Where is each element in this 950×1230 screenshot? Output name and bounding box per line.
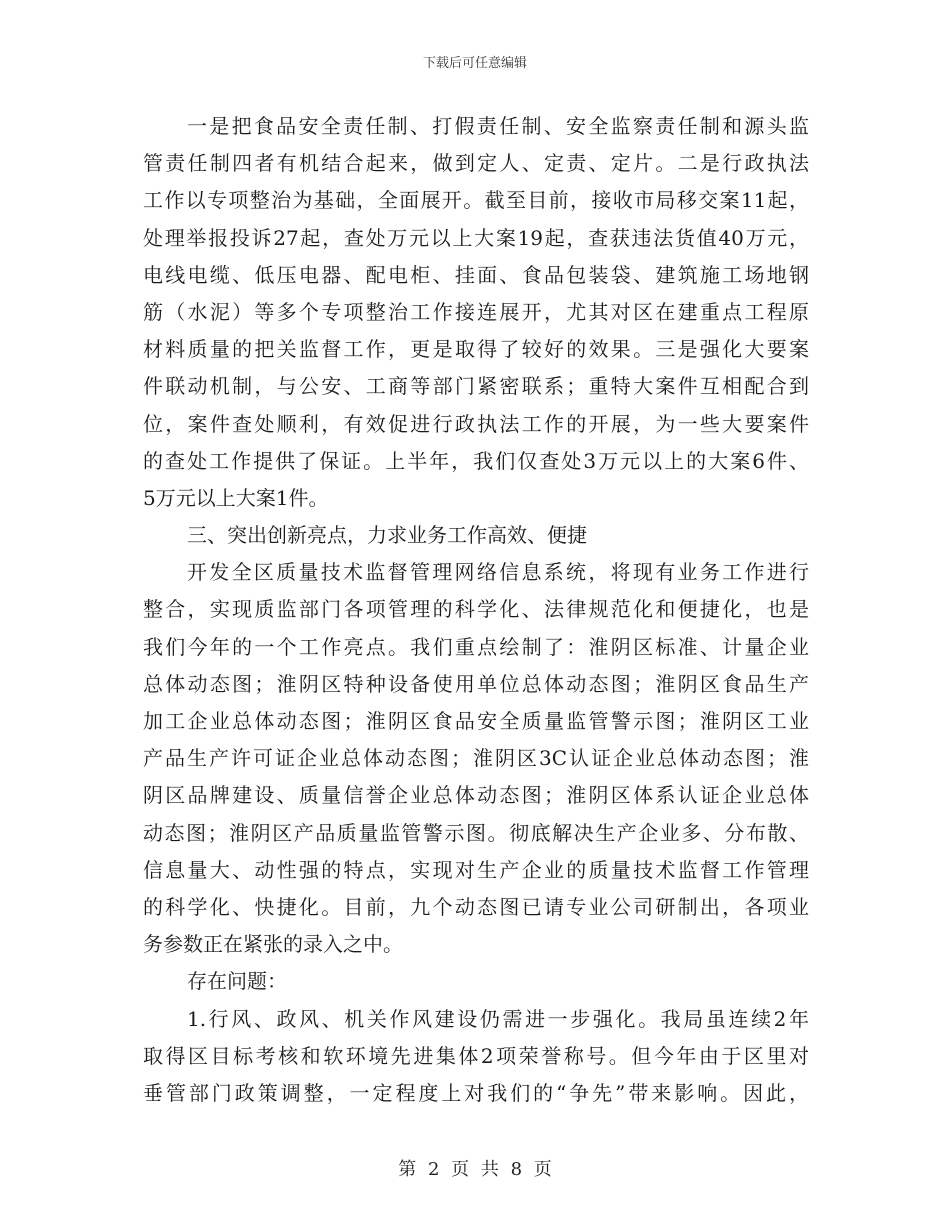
text-line: 我们今年的一个工作亮点。我们重点绘制了：淮阴区标准、计量企业 (143, 634, 809, 659)
text-line: 1.行风、政风、机关作风建设仍需进一步强化。我局虽连续2年 (187, 1006, 809, 1031)
document-body (143, 108, 809, 1112)
text-line: 筋（水泥）等多个专项整治工作接连展开，尤其对区在建重点工程原 (143, 299, 809, 324)
text-line: 管责任制四者有机结合起来，做到定人、定责、定片。二是行政执法 (143, 151, 809, 176)
text-line: 信息量大、动性强的特点，实现对生产企业的质量技术监督工作管理 (143, 857, 809, 882)
text-line: 电线电缆、低压电器、配电柜、挂面、食品包装袋、建筑施工场地钢 (143, 262, 809, 287)
text-line: 工作以专项整治为基础，全面展开。截至目前，接收市局移交案11起， (143, 188, 809, 213)
text-line: 件联动机制，与公安、工商等部门紧密联系；重特大案件互相配合到 (143, 374, 809, 399)
text-line: 动态图；淮阴区产品质量监管警示图。彻底解决生产企业多、分布散、 (143, 820, 809, 845)
text-line: 开发全区质量技术监督管理网络信息系统，将现有业务工作进行 (187, 560, 809, 585)
text-line: 整合，实现质监部门各项管理的科学化、法律规范化和便捷化，也是 (143, 597, 809, 622)
text-line: 产品生产许可证企业总体动态图；淮阴区3C认证企业总体动态图；淮 (143, 746, 809, 771)
page-number: 第 2 页 共 8 页 (398, 1159, 552, 1180)
text-line: 三、突出创新亮点，力求业务工作高效、便捷 (187, 523, 587, 548)
text-line: 务参数正在紧张的录入之中。 (143, 932, 403, 957)
text-line: 的科学化、快捷化。目前，九个动态图已请专业公司研制出，各项业 (143, 894, 809, 919)
text-line: 总体动态图；淮阴区特种设备使用单位总体动态图；淮阴区食品生产 (143, 671, 809, 696)
text-line: 取得区目标考核和软环境先进集体2项荣誉称号。但今年由于区里对 (143, 1043, 809, 1068)
text-line: 5万元以上大案1件。 (143, 485, 329, 510)
text-line: 垂管部门政策调整，一定程度上对我们的“争先”带来影响。因此， (143, 1080, 809, 1105)
text-line: 存在问题： (187, 969, 287, 994)
text-line: 阴区品牌建设、质量信誉企业总体动态图；淮阴区体系认证企业总体 (143, 783, 809, 808)
text-line: 一是把食品安全责任制、打假责任制、安全监察责任制和源头监 (187, 114, 809, 138)
text-line: 的查处工作提供了保证。上半年，我们仅查处3万元以上的大案6件、 (143, 448, 809, 473)
page-header-note: 下载后可任意编辑 (422, 56, 527, 71)
text-line: 位，案件查处顺利，有效促进行政执法工作的开展，为一些大要案件 (143, 411, 809, 436)
text-line: 处理举报投诉27起，查处万元以上大案19起，查获违法货值40万元， (143, 225, 809, 250)
text-line: 材料质量的把关监督工作，更是取得了较好的效果。三是强化大要案 (143, 337, 809, 362)
text-line: 加工企业总体动态图；淮阴区食品安全质量监管警示图；淮阴区工业 (143, 709, 809, 733)
